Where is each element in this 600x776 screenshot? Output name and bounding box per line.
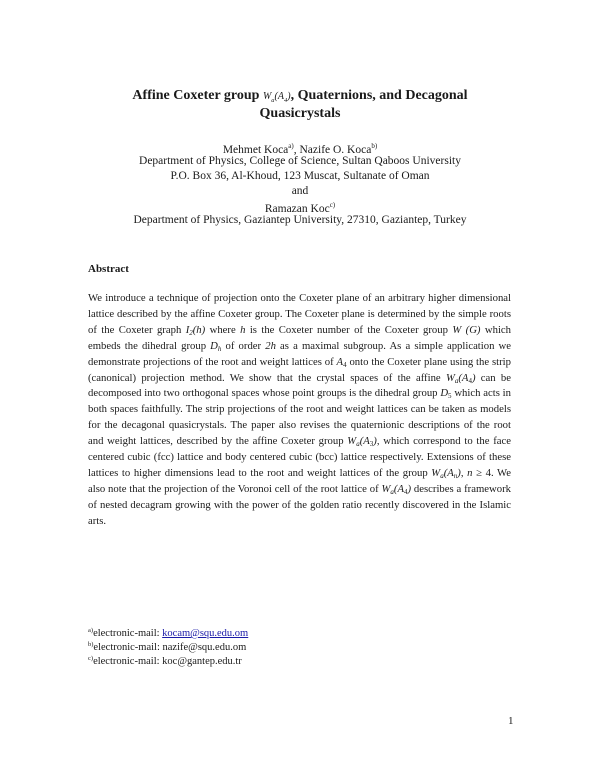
author-name: Mehmet Koca <box>222 144 289 156</box>
paper-title: Affine Coxeter group $W_a(A_4)$, Quaternions, and Decagonal <box>132 88 468 104</box>
abstract-heading: Abstract <box>88 263 129 275</box>
author-name: Nazife O. Koca <box>299 144 372 156</box>
author-list: Mehmet Koca$^{a)}$, Nazife O. Koca$^{b)}$ <box>222 142 378 156</box>
author-list: Ramazan Koc$^{c)}$ <box>264 201 336 215</box>
footnote: $^{b)}$electronic-mail: nazife@squ.edu.om <box>88 641 247 653</box>
author-name: Ramazan Koc <box>264 203 330 215</box>
paper-title-line2: Quasicrystals <box>259 106 341 121</box>
page-number: 1 <box>508 715 514 727</box>
email-text: koc@gantep.edu.tr <box>162 656 242 667</box>
title-math-group: $W_a(A_4)$ <box>262 91 291 104</box>
footnotes <box>88 627 248 669</box>
affiliation: Department of Physics, College of Science, Sultan Qaboos University <box>139 155 461 167</box>
abstract-body: We introduce a technique of projection onto the Coxeter plane of an arbitrary higher dimensional lattice described by the affine Coxeter group. The Coxeter plane is determined by the simple roots of the Coxeter graph $I_2(h)$ where h is the Coxeter number of the Coxeter group W (G) which embeds the dihedral group $D_h$ of order 2h as a maximal subgroup. As a simple application we demonstrate projections of the root and weight lattices of $A_4$ onto the Coxeter plane using the strip (canonical) projection method. We show that the crystal spaces of the affine $W_a(A_4)$ can be decomposed into two orthogonal spaces whose point groups is the dihedral group $D_5$ which acts in both spaces faithfully. The strip projections of the root and weight lattices can be taken as models for the decagonal quasicrystals. The paper also revises the quaternionic descriptions of the root and weight lattices, described by the affine Coxeter group $W_a(A_3)$, which correspond to the face centered cubic (fcc) lattice and body centered cubic (bcc) lattice respectively. Extensions of these lattices to higher dimensions lead to the root and weight lattices of the group $W_a(A_n)$, n ≥ 4. We also note that the projection of the Voronoi cell of the root lattice of $W_a(A_4)$ describes a framework of nested decagram growing with the power of the golden ratio recently discovered in the Islamic arts. <box>88 292 512 527</box>
author-conjunction: and <box>291 185 309 197</box>
email-link[interactable]: kocam@squ.edu.om <box>162 628 249 639</box>
footnote: $^{c)}$electronic-mail: koc@gantep.edu.tr <box>88 655 242 667</box>
footnote: $^{a)}$electronic-mail: kocam@squ.edu.om <box>88 627 249 639</box>
affiliation: P.O. Box 36, Al-Khoud, 123 Muscat, Sultanate of Oman <box>170 170 430 182</box>
affiliation: Department of Physics, Gaziantep University, 27310, Gaziantep, Turkey <box>133 214 467 226</box>
email-text: nazife@squ.edu.om <box>162 642 247 653</box>
